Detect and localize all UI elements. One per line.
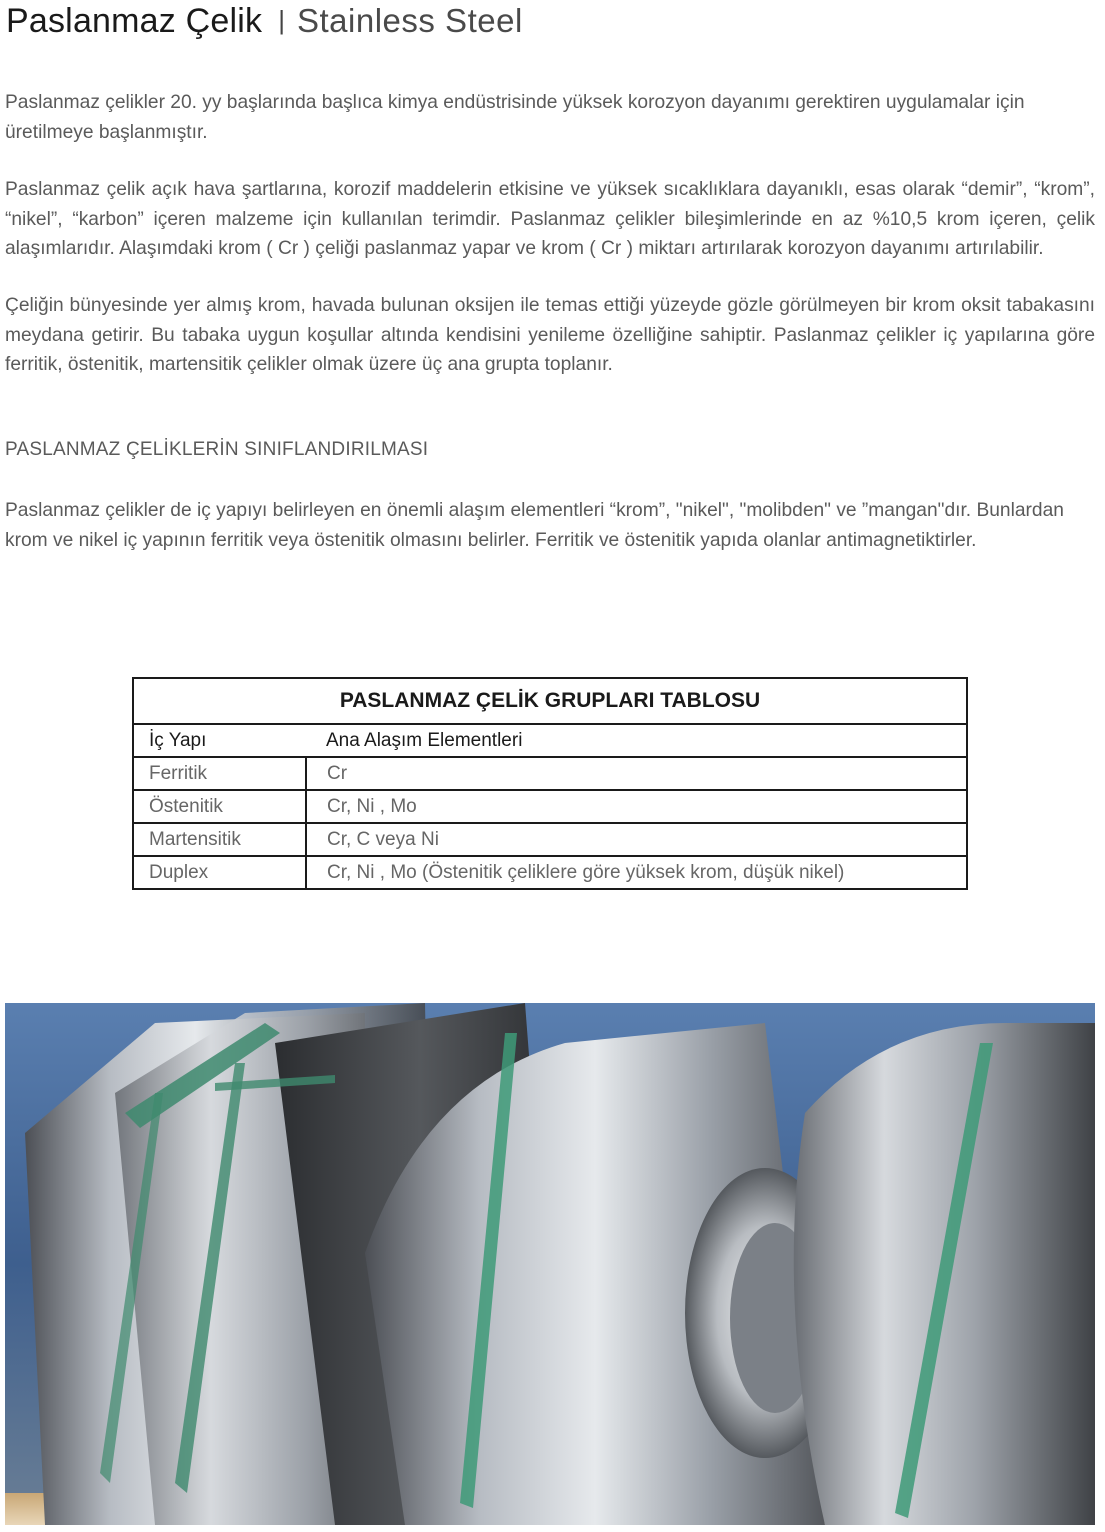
structure-cell: Ferritik bbox=[133, 757, 306, 790]
structure-cell: Martensitik bbox=[133, 823, 306, 856]
column-header-elements: Ana Alaşım Elementleri bbox=[306, 724, 967, 757]
table-row bbox=[133, 790, 967, 823]
elements-cell: Cr, Ni , Mo (Östenitik çeliklere göre yüksek krom, düşük nikel) bbox=[306, 856, 967, 889]
elements-cell: Cr, Ni , Mo bbox=[306, 790, 967, 823]
elements-cell: Cr bbox=[306, 757, 967, 790]
column-header-structure: İç Yapı bbox=[133, 724, 306, 757]
structure-cell: Östenitik bbox=[133, 790, 306, 823]
title-separator: | bbox=[278, 5, 285, 35]
steel-coils-photo bbox=[5, 1003, 1095, 1525]
page-header bbox=[6, 2, 523, 42]
definition-paragraph: Paslanmaz çelik açık hava şartlarına, korozif maddelerin etkisine ve yüksek sıcaklıklara dayanıklı, esas olarak “demir”, “krom”, “nikel”, “karbon” içeren malzeme için kullanılan terimdir. Paslanmaz çelikler bileşimlerinde en az %10,5 krom içeren, çelik alaşımlarıdır. Alaşımdaki krom ( Cr ) çeliği paslanmaz yapar ve krom ( Cr ) miktarı artırılarak korozyon dayanımı artırılabilir. bbox=[5, 179, 1095, 259]
classification-paragraph: Paslanmaz çelikler de iç yapıyı belirleyen en önemli alaşım elementleri “krom”, "nikel", "molibden" ve ”mangan"dır. Bunlardan krom ve nikel iç yapının ferritik veya östenitik olmasını belirler. Ferritik ve östenitik yapıda olanlar antimagnetiktirler. bbox=[5, 500, 1064, 551]
structure-cell: Duplex bbox=[133, 856, 306, 889]
oxide-layer-paragraph: Çeliğin bünyesinde yer almış krom, havada bulunan oksijen ile temas ettiği yüzeyde gözle görülmeyen bir krom oksit tabakasını meydana getirir. Bu tabaka uygun koşullar altında kendisini yenileme özelliğine sahiptir. Paslanmaz çelikler iç yapılarına göre ferritik, östenitik, martensitik çelikler olmak üzere üç ana grupta toplanır. bbox=[5, 295, 1095, 375]
table-row bbox=[133, 856, 967, 889]
classification-heading: PASLANMAZ ÇELİKLERİN SINIFLANDIRILMASI bbox=[5, 439, 429, 460]
page-subtitle: Stainless Steel bbox=[296, 2, 523, 39]
elements-cell: Cr, C veya Ni bbox=[306, 823, 967, 856]
page-title: Paslanmaz Çelik bbox=[6, 2, 263, 40]
table-title: PASLANMAZ ÇELİK GRUPLARI TABLOSU bbox=[133, 678, 967, 724]
steel-groups-table bbox=[132, 677, 968, 890]
intro-paragraph: Paslanmaz çelikler 20. yy başlarında başlıca kimya endüstrisinde yüksek korozyon dayanımı gerektiren uygulamalar için üretilmeye başlanmıştır. bbox=[5, 92, 1025, 143]
table-row bbox=[133, 823, 967, 856]
table-row bbox=[133, 757, 967, 790]
table-header-row bbox=[133, 724, 967, 757]
